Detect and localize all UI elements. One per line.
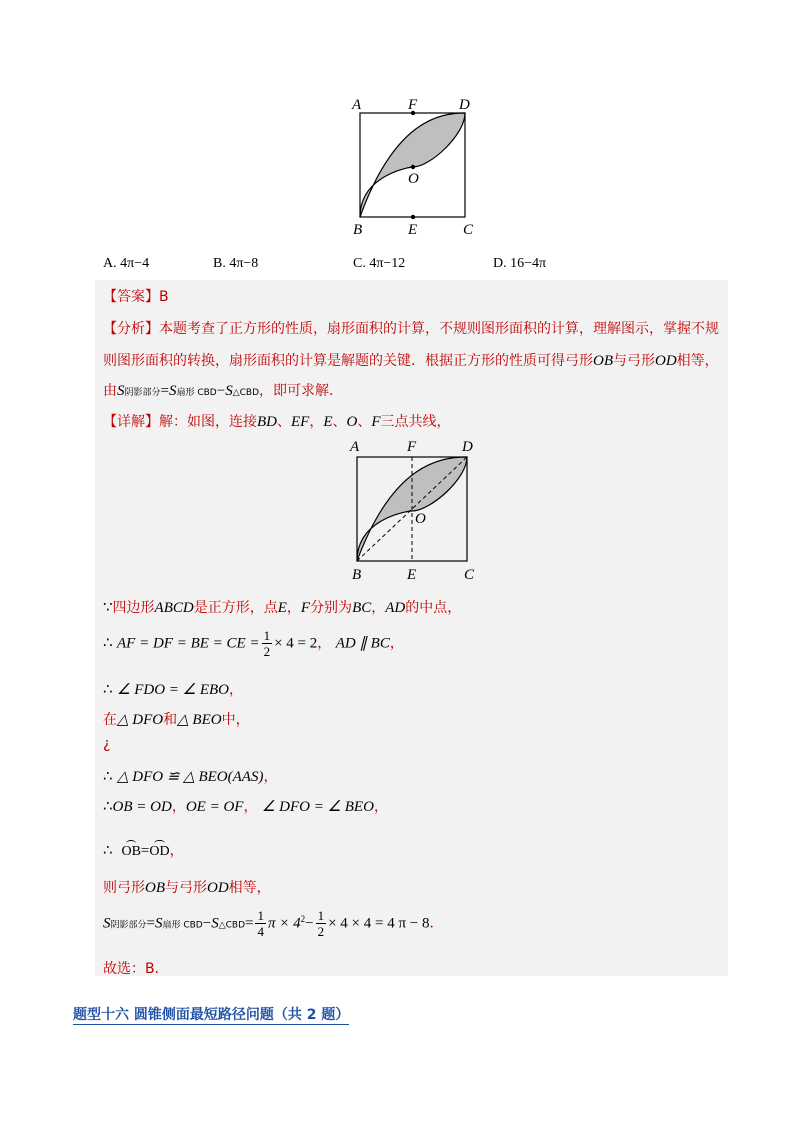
step-2: ∴ AF = DF = BE = CE = $\frac{1}{2}$ × 4 = 2， AD ∥ BC， <box>103 628 404 659</box>
label-E: E <box>407 567 417 583</box>
option-a: A. 4π−4 <box>103 256 150 271</box>
step-5: ¿ <box>103 736 111 752</box>
label-D: D <box>459 97 470 113</box>
step-7: ∴OB = OD，OE = OF， ∠ DFO = ∠ BEO， <box>103 797 388 815</box>
answer-options <box>103 256 743 276</box>
step-8: ∴ OB=OD， <box>103 841 184 859</box>
analysis-line-1: 【分析】本题考查了正方形的性质，扇形面积的计算，不规则图形面积的计算，理解图示，掌握不规 <box>103 321 719 337</box>
answer-line: 【答案】B <box>103 289 169 305</box>
step-11: 故选：B． <box>103 961 169 977</box>
label-C: C <box>464 567 475 583</box>
label-F: F <box>407 439 417 455</box>
label-F: F <box>408 97 418 113</box>
option-d: D. 16−4π <box>493 256 547 271</box>
label-B: B <box>353 222 363 238</box>
label-E: E <box>408 222 418 238</box>
step-9: 则弓形OB与弓形OD相等， <box>103 880 271 896</box>
step-6: ∴ △ DFO ≌ △ BEO(AAS)， <box>103 767 278 785</box>
figure-2 <box>345 437 485 585</box>
label-B: B <box>352 567 362 583</box>
label-D: D <box>462 439 473 455</box>
step-3: ∴ ∠ FDO = ∠ EBO， <box>103 680 244 698</box>
label-O: O <box>408 171 419 187</box>
label-C: C <box>463 222 474 238</box>
step-10: S阴影部分=S扇形 CBD−S△CBD= $\frac{1}{4}$ $\pi \times 4^2-$ $\frac{1}{2}$ × 4 × 4 = 4 π − 8． <box>103 908 444 939</box>
analysis-line-3: 由S阴影部分=S扇形 CBD−S△CBD，即可求解． <box>103 383 344 399</box>
option-c: C. 4π−12 <box>353 256 406 271</box>
step-1: ∵四边形ABCD是正方形，点E，F分别为BC，AD的中点， <box>103 598 462 616</box>
label-O: O <box>415 511 426 527</box>
option-b: B. 4π−8 <box>213 256 259 271</box>
section-heading[interactable]: 题型十六 圆锥侧面最短路径问题（共 2 题） <box>73 1004 349 1025</box>
label-A: A <box>352 97 362 113</box>
figure-1 <box>350 95 480 240</box>
analysis-line-2: 则图形面积的转换，扇形面积的计算是解题的关键．根据正方形的性质可得弓形OB与弓形OD相等， <box>103 353 719 369</box>
label-A: A <box>350 439 360 455</box>
step-4: 在△ DFO和△ BEO中， <box>103 712 250 728</box>
detail-line: 【详解】解：如图，连接BD、EF，E、O、F三点共线， <box>103 414 451 430</box>
